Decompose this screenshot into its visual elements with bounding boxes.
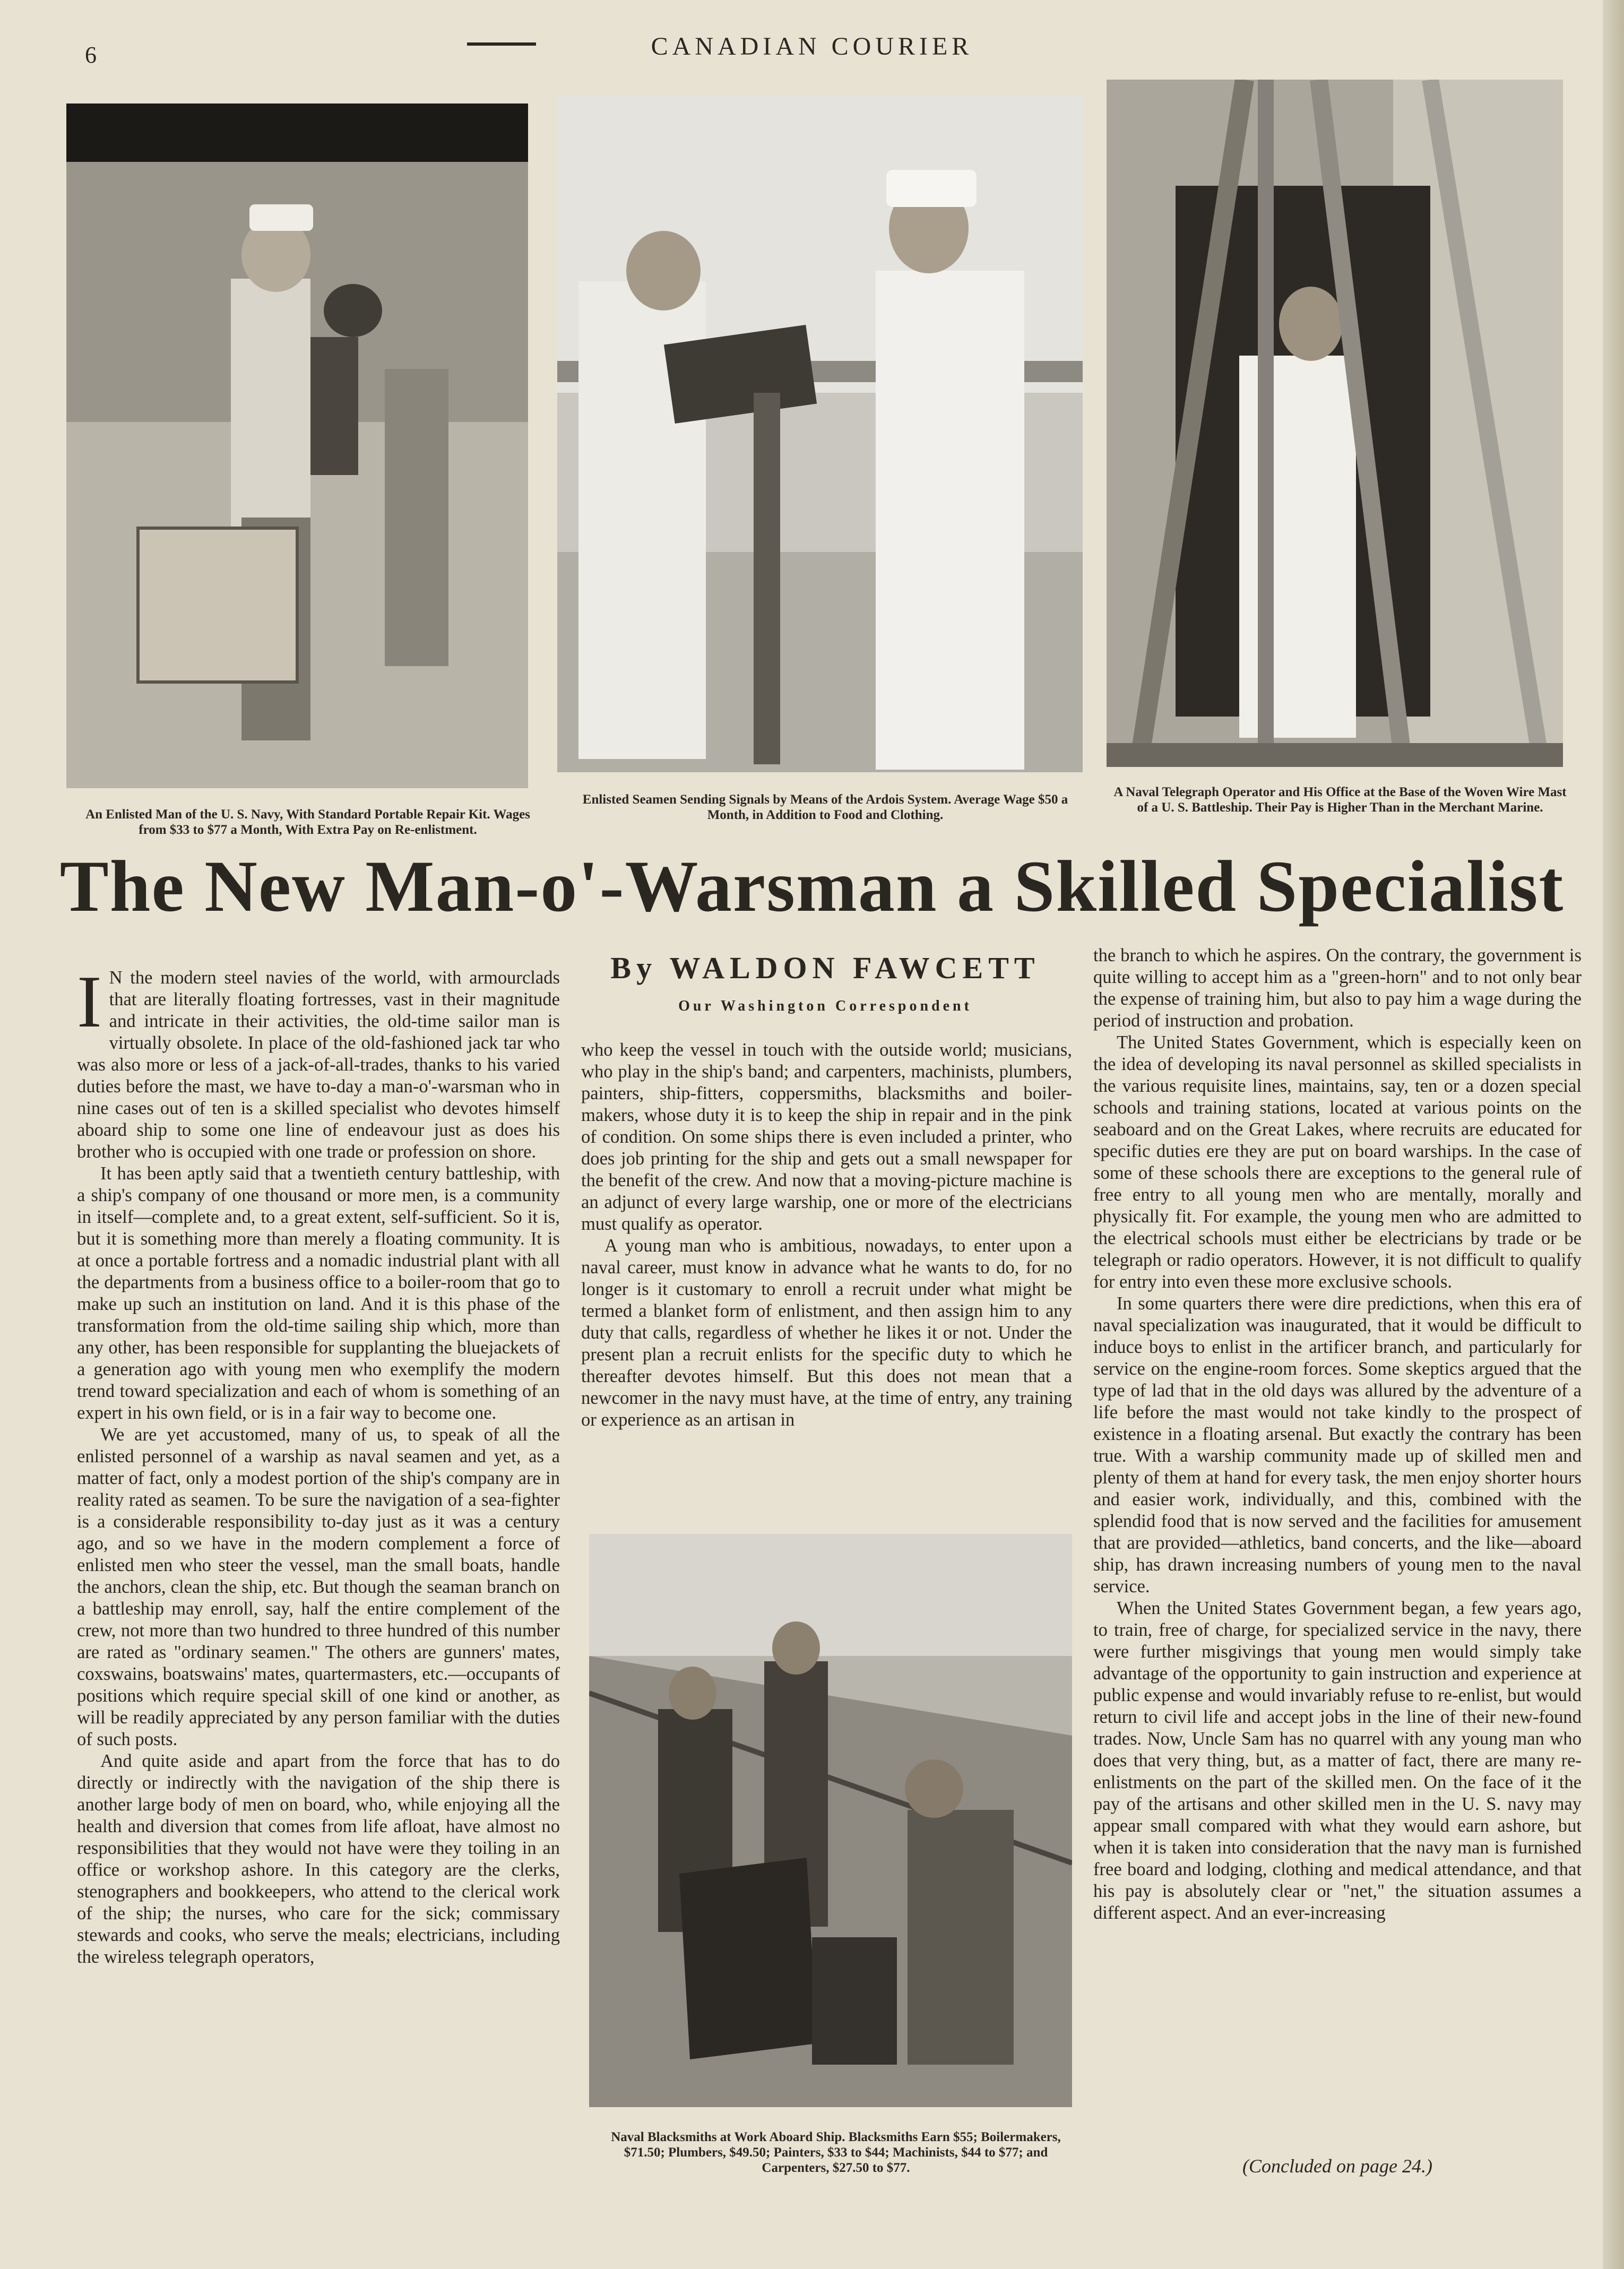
paragraph: A young man who is ambitious, nowadays, to enter upon a naval career, must know in advance what he wants to do, for no longer is it customary to enroll a recruit under what might be termed a blanket form of enlistment, and then assign him to any duty that calls, regardless of whether he likes it or not. Under the present plan a recruit enlists for the specific duty to which he thereafter devotes himself. But this does not mean that a newcomer in the navy must have, at the time of entry, any training or experience as an artisan in bbox=[581, 1236, 1072, 1430]
page-number: 6 bbox=[85, 42, 97, 68]
paragraph: who keep the vessel in touch with the outside world; musicians, who play in the ship's band; and carpenters, machinists, plumbers, painters, ship-fitters, coppersmiths, blacksmiths and boiler-makers, whose duty it is to keep the ship in repair and in the pink of condition. On some ships there is even included a printer, who does job printing for the ship and gets out a small newspaper for the benefit of the crew. And now that a moving-picture machine is an adjunct of every large warship, one or more of the electricians must qualify as operator. bbox=[581, 1040, 1072, 1234]
paragraph: the branch to which he aspires. On the contrary, the government is quite willing to accept him as a "green-horn" and to not only bear the expense of training him, but also to pay him a wage during the period of instruction and probation. bbox=[1093, 945, 1582, 1031]
photo-caption-2: Enlisted Seamen Sending Signals by Means of the Ardois System. Average Wage $50 a Month, in Addition to Food and Clothing. bbox=[582, 792, 1068, 822]
page-binding-edge bbox=[1603, 0, 1624, 2269]
paragraph: When the United States Government began, a few years ago, to train, free of charge, for specialized service in the navy, there were further misgivings that young men would simply take advantage of the opportunity to gain instruction and experience at public expense and would invariably refuse to re-enlist, but would return to civil life and accept jobs in the line of their new-found trades. Now, Uncle Sam has no quarrel with any young man who does that very thing, but, as a matter of fact, there are many re-enlistments on the part of the skilled men. On the face of it the pay of the artisans and other skilled men in the U. S. navy may appear small compared with what they would earn ashore, but when it is taken into consideration that the navy man is furnished free board and lodging, clothing and medical attendance, and that his pay is absolutely clear or "net," the situation assumes a different aspect. And an ever-increasing bbox=[1093, 1598, 1582, 1923]
article-byline-subtitle: Our Washington Correspondent bbox=[678, 998, 972, 1014]
photo-caption-1: An Enlisted Man of the U. S. Navy, With Standard Portable Repair Kit. Wages from $33 to $77 a Month, With Extra Pay on Re-enlistment. bbox=[85, 807, 530, 837]
drop-cap: I bbox=[77, 961, 102, 1043]
paragraph: And quite aside and apart from the force that has to do directly or indirectly with the navigation of the ship there is another large body of men on board, who, while enjoying all the health and diversion that comes from life afloat, have almost no responsibilities that they would not have were they toiling in an office or workshop ashore. In this category are the clerks, stenographers and bookkeepers, who attend to the clerical work of the ship; the nurses, who care for the sick; commissary stewards and cooks, who serve the meals; electricians, including the wireless telegraph operators, bbox=[77, 1751, 560, 1967]
paragraph: We are yet accustomed, many of us, to speak of all the enlisted personnel of a warship as naval seamen and yet, as a matter of fact, only a modest portion of the ship's company are in reality rated as seamen. To be sure the navigation of a sea-fighter is a considerable responsibility to-day just as it was a century ago, and so we have in the modern complement a force of enlisted men who steer the vessel, man the small boats, handle the anchors, clean the ship, etc. But though the seaman branch on a battleship may enroll, say, half the entire complement of the crew, not more than two hundred to three hundred of this number are rated as "ordinary seamen." The others are gunners' mates, coxswains, boatswains' mates, quartermasters, etc.—occupants of positions which require special skill of one kind or another, as will be readily appreciated by any person familiar with the duties of such posts. bbox=[77, 1425, 560, 1749]
photo-enlisted-man bbox=[66, 103, 528, 788]
masthead: CANADIAN COURIER bbox=[651, 32, 973, 61]
photo-naval-blacksmiths-image bbox=[589, 1534, 1072, 2107]
photo-caption-3: A Naval Telegraph Operator and His Office at the Base of the Woven Wire Mast of a U. S. Battleship. Their Pay is Higher Than in the Merchant Marine. bbox=[1113, 785, 1567, 815]
photo-naval-blacksmiths bbox=[589, 1534, 1072, 2107]
paragraph: The United States Government, which is especially keen on the idea of developing its naval personnel as skilled specialists in the various requisite lines, maintains, say, ten or a dozen special schools and training stations, located at various points on the seaboard and on the Great Lakes, where recruits are educated for specific duties ere they are put on board warships. In the case of some of these schools there are exceptions to the general rule of free entry to all young men who are mentally, morally and physically fit. For example, the young men who are admitted to the electrical schools must either be electricians by trade or be telegraph or radio operators. However, it is not difficult to qualify for entry into even these more exclusive schools. bbox=[1093, 1032, 1582, 1292]
photo-signal-seamen bbox=[557, 96, 1083, 772]
article-byline: By WALDON FAWCETT bbox=[610, 951, 1040, 985]
article-column-2 bbox=[581, 1039, 1072, 1431]
photo-telegraph-operator bbox=[1107, 80, 1563, 767]
paragraph: I N the modern steel navies of the world, with armourclads that are literally floating fortresses, vast in their magnitude and intricate in their activities, the old-time sailor man is virtually obsolete. In place of the old-fashioned jack tar who was also more or less of a jack-of-all-trades, thanks to his varied duties before the mast, we have to-day a man-o'-warsman who in nine cases out of ten is a skilled specialist who devotes himself aboard ship to some one line of endeavour just as does his brother who is occupied with one trade or profession on shore. bbox=[77, 961, 560, 1162]
photo-telegraph-operator-image bbox=[1107, 80, 1563, 767]
article-column-1 bbox=[77, 961, 560, 1968]
article-headline: The New Man-o'-Warsman a Skilled Specialist bbox=[59, 846, 1565, 927]
paragraph: It has been aptly said that a twentieth century battleship, with a ship's company of one thousand or more men, is a community in itself—complete and, to a great extent, self-sufficient. So it is, but it is something more than merely a floating community. It is at once a portable fortress and a nomadic industrial plant with all the departments from a business office to a boiler-room that go to make up such an institution on land. And it is this phase of the transformation from the old-time sailing ship which, more than any other, has been responsible for supplanting the bluejackets of a generation ago with young men who exemplify the modern trend toward specialization and each of whom is something of an expert in his own field, or is in a fair way to become one. bbox=[77, 1163, 560, 1423]
continued-note: (Concluded on page 24.) bbox=[1242, 2155, 1432, 2177]
article-column-3 bbox=[1093, 945, 1582, 1924]
photo-enlisted-man-image bbox=[66, 103, 528, 788]
photo-signal-seamen-image bbox=[557, 96, 1083, 772]
paragraph: In some quarters there were dire predictions, when this era of naval specialization was inaugurated, that it would be difficult to induce boys to enlist in the artificer branch, and particularly for service on the engine-room forces. Some skeptics argued that the type of lad that in the old days was allured by the adventure of a life before the mast would not take kindly to the prospect of existence in a floating arsenal. But exactly the contrary has been true. With a warship community made up of skilled men and plenty of them at hand for every task, the men enjoy shorter hours and easier work, individually, and this, combined with the splendid food that is now served and the facilities for amusement that are provided—athletics, band concerts, and the like—aboard ship, has drawn increasing numbers of young men to the naval service. bbox=[1093, 1293, 1582, 1597]
photo-caption-4: Naval Blacksmiths at Work Aboard Ship. Blacksmiths Earn $55; Boilermakers, $71.50; Plumbers, $49.50; Painters, $33 to $44; Machinists, $44 to $77; and Carpenters, $27.50 to $77. bbox=[611, 2130, 1061, 2175]
